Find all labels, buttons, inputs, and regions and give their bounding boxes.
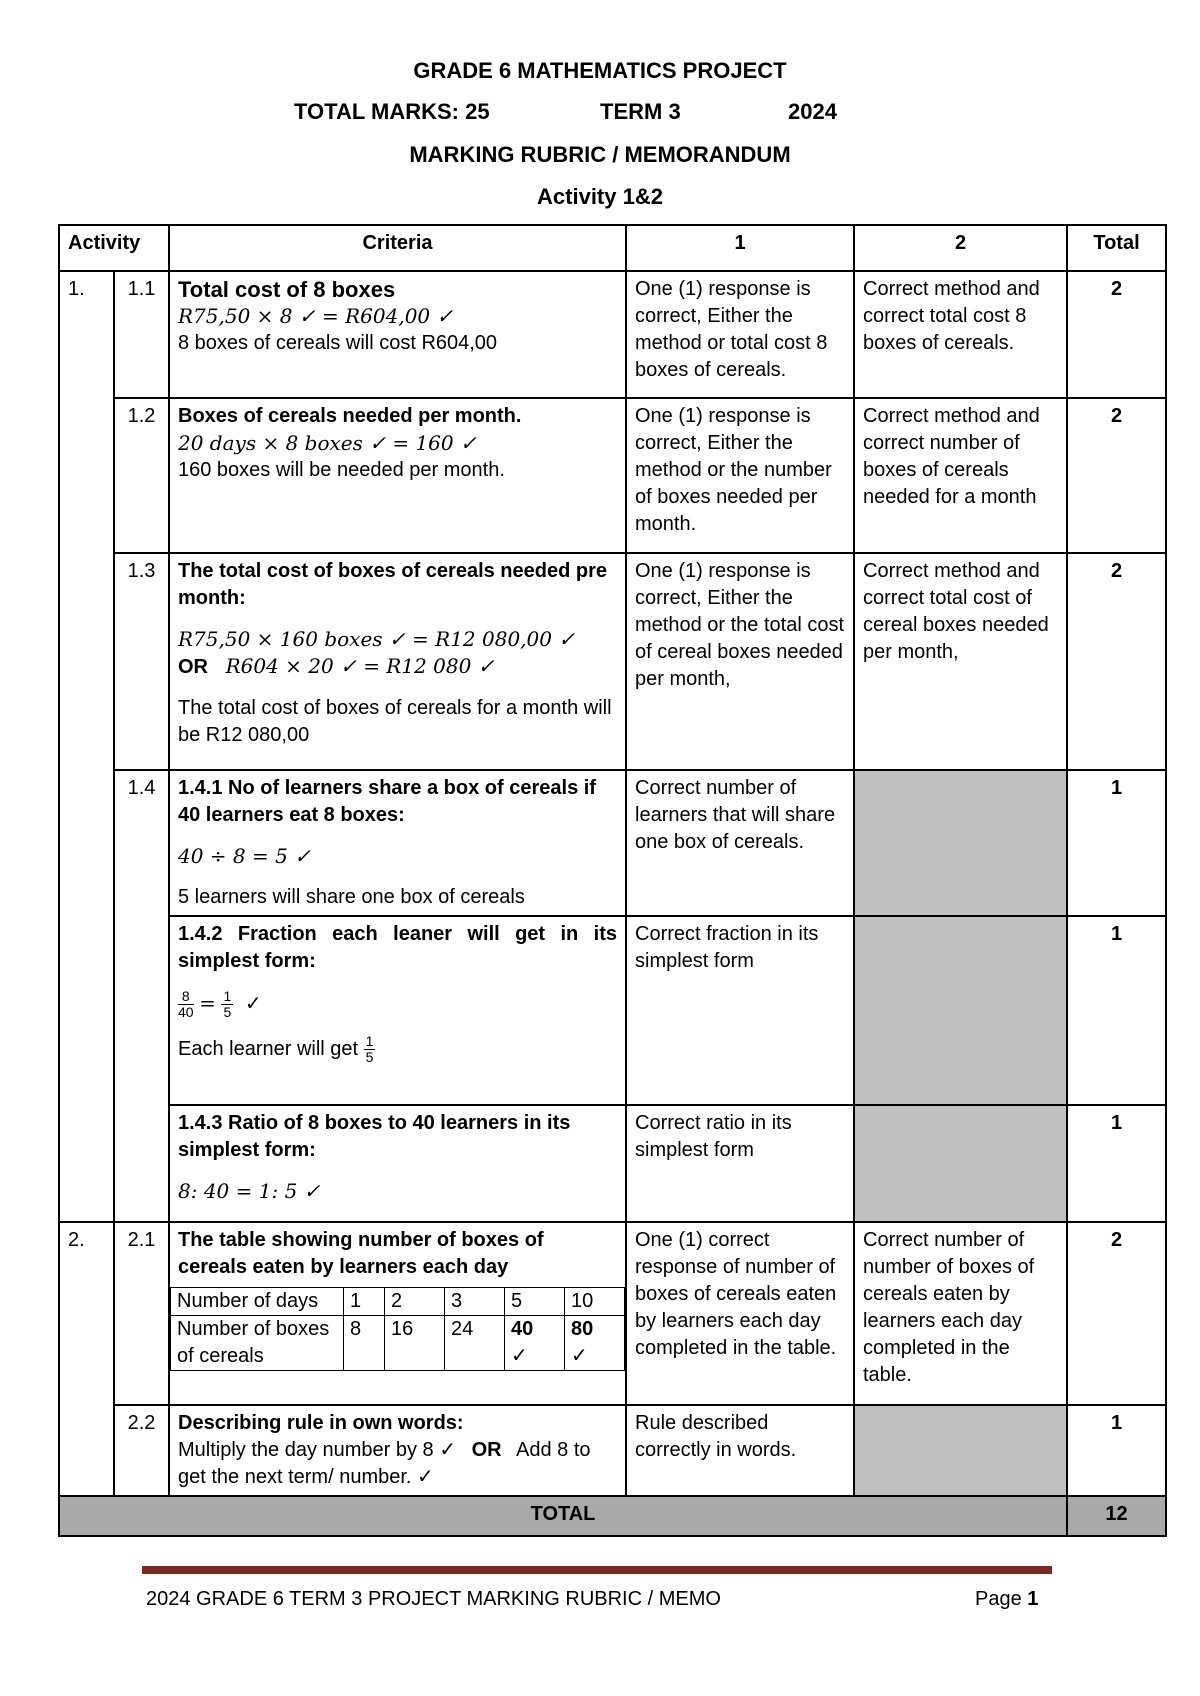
row-1-2-col1: One (1) response is correct, Either the method or the number of boxes needed per month. bbox=[626, 398, 854, 553]
row-1-4-3-math: 8: 40 = 1: 5 ✓ bbox=[178, 1179, 321, 1203]
header-col1: 1 bbox=[626, 225, 854, 271]
row-1-4-3-total: 1 bbox=[1067, 1105, 1166, 1222]
row-1-2-math: 20 days × 8 boxes ✓ = 160 ✓ bbox=[178, 431, 477, 455]
row-2-2-or: OR bbox=[471, 1439, 502, 1461]
row-2-2-title: Describing rule in own words: bbox=[178, 1412, 464, 1434]
row-1-4-1-col2-shaded bbox=[854, 770, 1067, 916]
days-cell: 5 bbox=[505, 1288, 565, 1316]
header-row bbox=[59, 225, 1166, 271]
days-cell: 10 bbox=[565, 1288, 625, 1316]
total-row bbox=[59, 1496, 1166, 1536]
days-row bbox=[171, 1288, 625, 1316]
row-1-3-criteria bbox=[169, 553, 626, 770]
row-1-1-text: 8 boxes of cereals will cost R604,00 bbox=[178, 332, 498, 354]
row-2-2-total: 1 bbox=[1067, 1405, 1166, 1496]
boxes-cell: 8 bbox=[344, 1316, 385, 1371]
tick-mark: ✓ bbox=[511, 1345, 528, 1367]
activity-heading: Activity 1&2 bbox=[537, 184, 663, 209]
row-1-3-number: 1.3 bbox=[114, 553, 169, 770]
row-1-4-2-math: $\frac{8}{40}$ = $\frac{1}{5}$ ✓ bbox=[178, 988, 262, 1020]
row-2-1-title: The table showing number of boxes of cereals eaten by learners each day bbox=[178, 1229, 544, 1278]
row-2-1-total: 2 bbox=[1067, 1222, 1166, 1405]
row-1-4-3-title: 1.4.3 Ratio of 8 boxes to 40 learners in its simplest form: bbox=[178, 1112, 571, 1161]
row-1-2-total: 2 bbox=[1067, 398, 1166, 553]
row-1-3-col1: One (1) response is correct, Either the method or the total cost of cereal boxes needed per month, bbox=[626, 553, 854, 770]
row-1-4-1-col1: Correct number of learners that will share one box of cereals. bbox=[626, 770, 854, 916]
boxes-row-label: Number of boxes of cereals bbox=[171, 1316, 344, 1371]
row-2-1 bbox=[59, 1222, 1166, 1405]
row-1-1 bbox=[59, 271, 1166, 398]
row-2-1-criteria bbox=[169, 1222, 626, 1405]
row-1-1-title: Total cost of 8 boxes bbox=[178, 277, 396, 302]
row-1-4-1-title: 1.4.1 No of learners share a box of cereals if 40 learners eat 8 boxes: bbox=[178, 777, 596, 826]
row-1-4-3 bbox=[59, 1105, 1166, 1222]
year: 2024 bbox=[788, 99, 837, 124]
row-1-4-3-criteria bbox=[169, 1105, 626, 1222]
header-activity: Activity bbox=[59, 225, 169, 271]
row-1-3-total: 2 bbox=[1067, 553, 1166, 770]
tick-mark: ✓ bbox=[571, 1345, 588, 1367]
row-2-1-col1: One (1) correct response of number of boxes of cereals eaten by learners each day completed in the table. bbox=[626, 1222, 854, 1405]
rubric-table bbox=[58, 224, 1167, 1537]
days-cell: 2 bbox=[385, 1288, 445, 1316]
row-1-3-math1: R75,50 × 160 boxes ✓ = R12 080,00 ✓ bbox=[178, 627, 576, 651]
row-1-1-criteria bbox=[169, 271, 626, 398]
fraction-8-40: $\frac{8}{40}$ bbox=[178, 988, 194, 1020]
row-2-2-number: 2.2 bbox=[114, 1405, 169, 1496]
activity-2-number: 2. bbox=[59, 1222, 114, 1496]
row-1-4-3-col1: Correct ratio in its simplest form bbox=[626, 1105, 854, 1222]
row-1-4-1-criteria bbox=[169, 770, 626, 916]
row-1-2-criteria bbox=[169, 398, 626, 553]
fraction-1-5: $\frac{1}{5}$ bbox=[223, 988, 232, 1020]
page-number-value: 1 bbox=[1027, 1588, 1039, 1610]
boxes-row bbox=[171, 1316, 625, 1371]
header-col2: 2 bbox=[854, 225, 1067, 271]
row-1-1-math: R75,50 × 8 ✓ = R604,00 ✓ bbox=[178, 304, 454, 328]
row-1-3-col2: Correct method and correct total cost of cereal boxes needed per month, bbox=[854, 553, 1067, 770]
row-1-1-col2: Correct method and correct total cost 8 boxes of cereals. bbox=[854, 271, 1067, 398]
footer-text: 2024 GRADE 6 TERM 3 PROJECT MARKING RUBRIC / MEMO bbox=[146, 1588, 721, 1610]
tick-mark: ✓ bbox=[244, 992, 262, 1015]
row-1-3-or: OR bbox=[178, 656, 208, 678]
boxes-cell: 40 ✓ bbox=[505, 1316, 565, 1371]
days-cell: 3 bbox=[445, 1288, 505, 1316]
row-1-1-total: 2 bbox=[1067, 271, 1166, 398]
row-2-2-col2-shaded bbox=[854, 1405, 1067, 1496]
days-row-label: Number of days bbox=[171, 1288, 344, 1316]
days-boxes-table bbox=[170, 1287, 625, 1371]
row-1-1-number: 1.1 bbox=[114, 271, 169, 398]
page-label: Page bbox=[975, 1588, 1022, 1610]
total-value: 12 bbox=[1067, 1496, 1166, 1536]
row-2-1-col2: Correct number of number of boxes of cereals eaten by learners each day completed in the table. bbox=[854, 1222, 1067, 1405]
total-marks: TOTAL MARKS: 25 bbox=[294, 99, 490, 124]
row-2-1-number: 2.1 bbox=[114, 1222, 169, 1405]
row-1-4-2-col2-shaded bbox=[854, 916, 1067, 1105]
total-label: TOTAL bbox=[59, 1496, 1067, 1536]
row-1-2 bbox=[59, 398, 1166, 553]
row-2-2-text-b: Add 8 to get the next term/ number. ✓ bbox=[178, 1439, 591, 1488]
row-2-2-col1: Rule described correctly in words. bbox=[626, 1405, 854, 1496]
row-1-4-2-title: 1.4.2 Fraction each leaner will get in its simplest form: bbox=[178, 923, 617, 972]
row-1-4-2-col1: Correct fraction in its simplest form bbox=[626, 916, 854, 1105]
row-1-2-title: Boxes of cereals needed per month. bbox=[178, 405, 522, 427]
row-1-4-1-total: 1 bbox=[1067, 770, 1166, 916]
row-1-4-2 bbox=[59, 916, 1166, 1105]
row-1-4-2-criteria bbox=[169, 916, 626, 1105]
header-criteria: Criteria bbox=[169, 225, 626, 271]
footer-rule bbox=[142, 1566, 1052, 1574]
header-total: Total bbox=[1067, 225, 1166, 271]
row-2-2 bbox=[59, 1405, 1166, 1496]
row-1-4-3-col2-shaded bbox=[854, 1105, 1067, 1222]
row-1-4-2-total: 1 bbox=[1067, 916, 1166, 1105]
row-1-2-number: 1.2 bbox=[114, 398, 169, 553]
row-1-3-title: The total cost of boxes of cereals needed pre month: bbox=[178, 560, 608, 609]
boxes-cell: 16 bbox=[385, 1316, 445, 1371]
row-1-3-text: The total cost of boxes of cereals for a month will be R12 080,00 bbox=[178, 697, 612, 746]
row-1-4-1 bbox=[59, 770, 1166, 916]
activity-1-number: 1. bbox=[59, 271, 114, 1222]
boxes-cell: 80 ✓ bbox=[565, 1316, 625, 1371]
row-2-2-criteria bbox=[169, 1405, 626, 1496]
fraction-1-5-answer: $\frac{1}{5}$ bbox=[365, 1033, 374, 1065]
page-number bbox=[975, 1588, 1038, 1611]
row-1-4-2-text: Each learner will get $\frac{1}{5}$ bbox=[178, 1033, 374, 1065]
document-title: GRADE 6 MATHEMATICS PROJECT bbox=[413, 58, 787, 83]
row-1-2-col2: Correct method and correct number of boxes of cereals needed for a month bbox=[854, 398, 1067, 553]
row-1-3 bbox=[59, 553, 1166, 770]
row-1-4-1-math: 40 ÷ 8 = 5 ✓ bbox=[178, 844, 311, 868]
row-1-2-text: 160 boxes will be needed per month. bbox=[178, 459, 505, 481]
term: TERM 3 bbox=[600, 99, 681, 124]
row-1-3-math2: R604 × 20 ✓ = R12 080 ✓ bbox=[225, 654, 495, 678]
days-cell: 1 bbox=[344, 1288, 385, 1316]
boxes-cell: 24 bbox=[445, 1316, 505, 1371]
row-2-2-text-a: Multiply the day number by 8 ✓ bbox=[178, 1439, 456, 1461]
subtitle: MARKING RUBRIC / MEMORANDUM bbox=[409, 142, 791, 167]
row-1-1-col1: One (1) response is correct, Either the method or total cost 8 boxes of cereals. bbox=[626, 271, 854, 398]
row-1-4-number: 1.4 bbox=[114, 770, 169, 1222]
row-1-4-1-text: 5 learners will share one box of cereals bbox=[178, 886, 525, 908]
